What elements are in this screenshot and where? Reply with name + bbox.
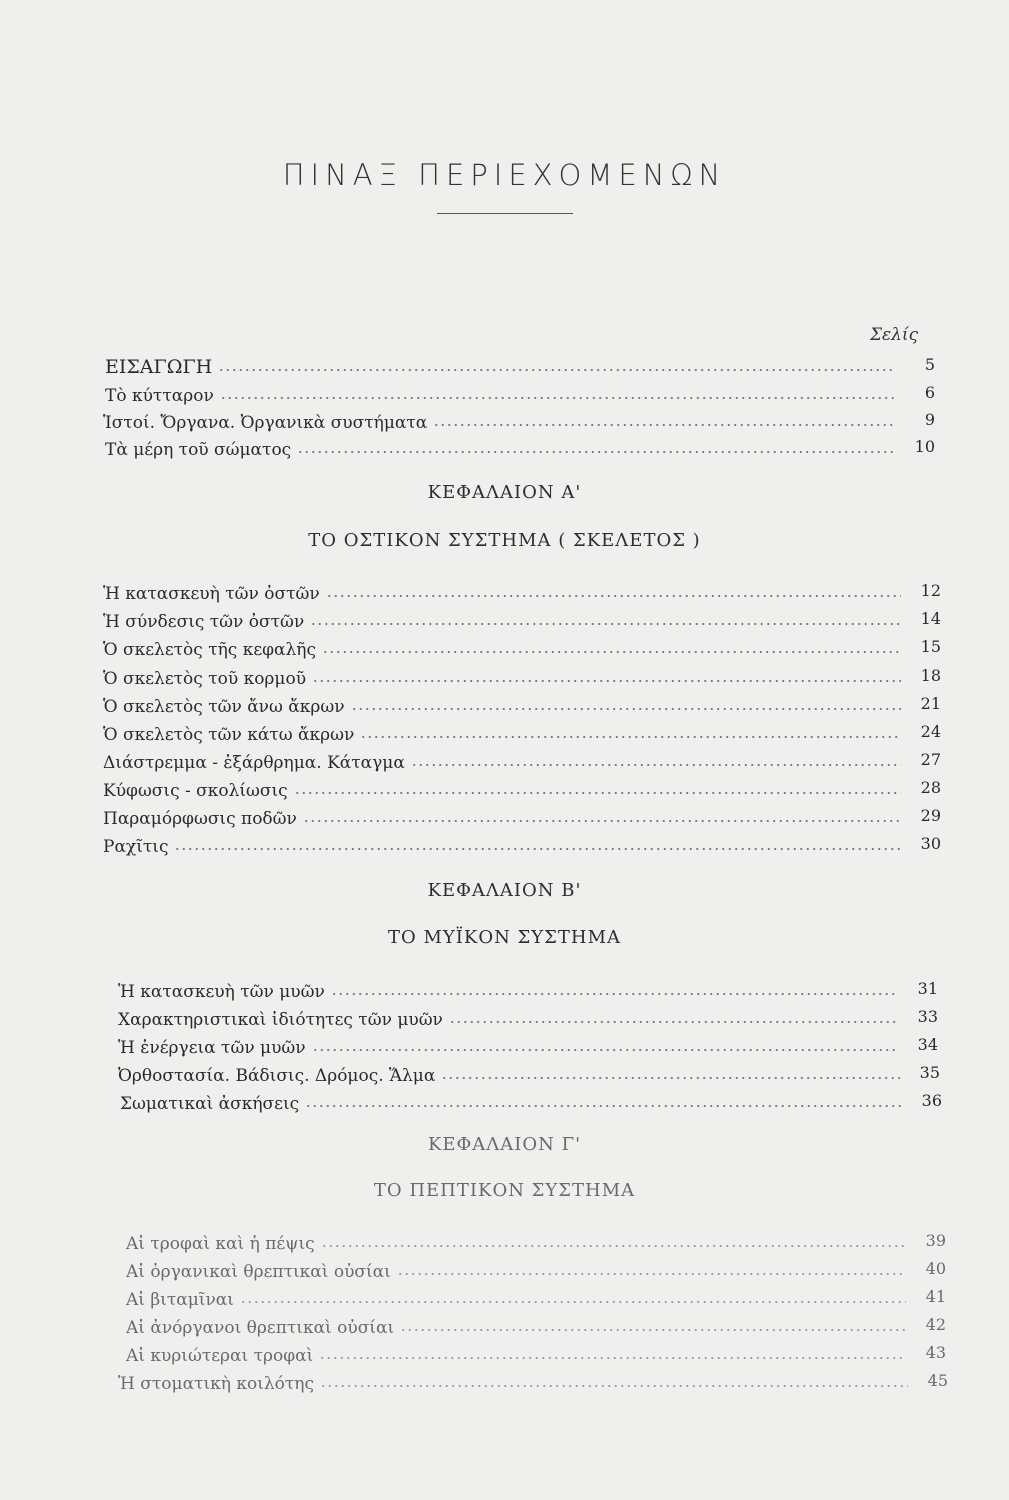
leader-dots <box>218 368 895 372</box>
leader-dots <box>360 735 901 739</box>
toc-entry <box>105 352 935 378</box>
entry-page: 43 <box>925 1343 946 1362</box>
toc-entry <box>126 1312 946 1338</box>
toc-entry <box>103 747 941 773</box>
leader-dots <box>320 1384 908 1388</box>
entry-title: Αἱ βιταμῖναι <box>126 1290 234 1310</box>
leader-dots <box>297 450 895 454</box>
entry-page: 27 <box>920 750 941 769</box>
toc-entry <box>120 1088 942 1114</box>
leader-dots <box>400 1328 906 1332</box>
entry-page: 9 <box>924 410 935 429</box>
leader-dots <box>294 791 901 795</box>
entry-title: Τὰ μέρη τοῦ σώματος <box>105 440 292 460</box>
toc-entry <box>103 719 941 745</box>
leader-dots <box>303 819 901 823</box>
leader-dots <box>174 847 901 851</box>
entry-page: 36 <box>921 1091 942 1110</box>
toc-entry <box>105 434 935 460</box>
toc-entry <box>105 380 935 406</box>
entry-title: Χαρακτηριστικαὶ ἰδιότητες τῶν μυῶν <box>118 1010 443 1030</box>
entry-page: 18 <box>920 666 941 685</box>
leader-dots <box>351 707 901 711</box>
entry-page: 31 <box>917 979 938 998</box>
entry-page: 24 <box>920 722 941 741</box>
entry-title: Αἱ τροφαὶ καὶ ἡ πέψις <box>126 1234 315 1254</box>
entry-page: 14 <box>920 609 941 628</box>
entry-page: 42 <box>925 1315 946 1334</box>
chapter-heading: ΚΕΦΑΛΑΙΟΝ Β' <box>427 880 582 901</box>
toc-entry <box>103 578 941 604</box>
entry-title: Αἱ ὀργανικαὶ θρεπτικαὶ οὐσίαι <box>126 1262 391 1282</box>
leader-dots <box>220 396 895 400</box>
toc-entry <box>103 606 941 632</box>
leader-dots <box>326 594 901 598</box>
entry-page: 30 <box>920 834 941 853</box>
toc-entry <box>103 691 941 717</box>
entry-title: Ὀρθοστασία. Βάδισις. Δρόμος. Ἅλμα <box>118 1066 436 1086</box>
toc-entry <box>103 831 941 857</box>
toc-entry <box>126 1256 946 1282</box>
toc-entry <box>103 634 941 660</box>
entry-title: Ἡ κατασκευὴ τῶν μυῶν <box>118 982 325 1002</box>
toc-entry <box>103 775 941 801</box>
leader-dots <box>411 763 901 767</box>
entry-page: 45 <box>927 1371 948 1390</box>
leader-dots <box>433 423 895 427</box>
entry-page: 21 <box>920 694 941 713</box>
entry-title: Ἡ κατασκευὴ τῶν ὀστῶν <box>103 584 320 604</box>
entry-title: Ἡ στοματικὴ κοιλότης <box>118 1374 314 1394</box>
toc-entry <box>118 1032 938 1058</box>
entry-title: Ραχῖτις <box>103 837 169 857</box>
leader-dots <box>312 679 901 683</box>
entry-title: Ὁ σκελετὸς τῶν ἄνω ἄκρων <box>103 697 345 717</box>
leader-dots <box>310 622 901 626</box>
entry-title: Σωματικαὶ ἀσκήσεις <box>120 1094 300 1114</box>
entry-title: Ἡ ἐνέργεια τῶν μυῶν <box>118 1038 306 1058</box>
entry-title: Ἡ σύνδεσις τῶν ὀστῶν <box>103 612 305 632</box>
entry-title: Ὁ σκελετὸς τῶν κάτω ἄκρων <box>103 725 355 745</box>
toc-entry <box>126 1340 946 1366</box>
entry-title: Ὁ σκελετὸς τῆς κεφαλῆς <box>103 640 317 660</box>
entry-title: Διάστρεμμα - ἐξάρθρημα. Κάταγμα <box>103 753 405 773</box>
entry-title: Αἱ ἀνόργανοι θρεπτικαὶ οὐσίαι <box>126 1318 395 1338</box>
toc-entry <box>126 1228 946 1254</box>
entry-page: 40 <box>925 1259 946 1278</box>
entry-title: ΕΙΣΑΓΩΓΗ <box>105 356 213 378</box>
entry-page: 34 <box>917 1035 938 1054</box>
toc-entry <box>118 1060 940 1086</box>
leader-dots <box>319 1356 906 1360</box>
entry-page: 28 <box>920 778 941 797</box>
chapter-heading: ΚΕΦΑΛΑΙΟΝ Α' <box>427 482 582 503</box>
chapter-subheading: ΤΟ ΟΣΤΙΚΟΝ ΣΥΣΤΗΜΑ ( ΣΚΕΛΕΤΟΣ ) <box>308 530 701 551</box>
leader-dots <box>312 1048 898 1052</box>
toc-entry <box>103 803 941 829</box>
entry-page: 5 <box>924 355 935 374</box>
toc-entry <box>103 407 935 433</box>
chapter-heading: ΚΕΦΑΛΑΙΟΝ Γ' <box>427 1134 582 1155</box>
entry-page: 29 <box>920 806 941 825</box>
pages-column-label: Σελίς <box>870 325 919 345</box>
entry-title: Παραμόρφωσις ποδῶν <box>103 809 297 829</box>
entry-page: 35 <box>919 1063 940 1082</box>
entry-title: Ὁ σκελετὸς τοῦ κορμοῦ <box>103 669 307 689</box>
entry-title: Τὸ κύτταρον <box>105 386 214 406</box>
toc-entry <box>118 976 938 1002</box>
entry-title: Αἱ κυριώτεραι τροφαὶ <box>126 1346 314 1366</box>
leader-dots <box>321 1244 906 1248</box>
entry-title: Κύφωσις - σκολίωσις <box>103 781 288 801</box>
leader-dots <box>441 1076 900 1080</box>
entry-page: 10 <box>914 437 935 456</box>
toc-entry <box>126 1284 946 1310</box>
leader-dots <box>449 1020 898 1024</box>
toc-entry <box>103 663 941 689</box>
entry-page: 41 <box>925 1287 946 1306</box>
entry-page: 33 <box>917 1007 938 1026</box>
leader-dots <box>322 650 901 654</box>
entry-page: 12 <box>920 581 941 600</box>
leader-dots <box>397 1272 906 1276</box>
leader-dots <box>305 1104 902 1108</box>
leader-dots <box>331 992 898 996</box>
toc-entry <box>118 1368 948 1394</box>
page-title: ΠΙΝΑΞ ΠΕΡΙΕΧΟΜΕΝΩΝ <box>282 158 727 192</box>
entry-title: Ἱστοί. Ὄργανα. Ὀργανικὰ συστήματα <box>103 413 428 433</box>
entry-page: 6 <box>924 383 935 402</box>
toc-entry <box>118 1004 938 1030</box>
chapter-subheading: ΤΟ ΠΕΠΤΙΚΟΝ ΣΥΣΤΗΜΑ <box>373 1180 636 1201</box>
leader-dots <box>240 1300 906 1304</box>
chapter-subheading: ΤΟ ΜΥΪΚΟΝ ΣΥΣΤΗΜΑ <box>387 927 622 948</box>
entry-page: 39 <box>925 1231 946 1250</box>
title-divider <box>437 213 573 214</box>
entry-page: 15 <box>920 637 941 656</box>
